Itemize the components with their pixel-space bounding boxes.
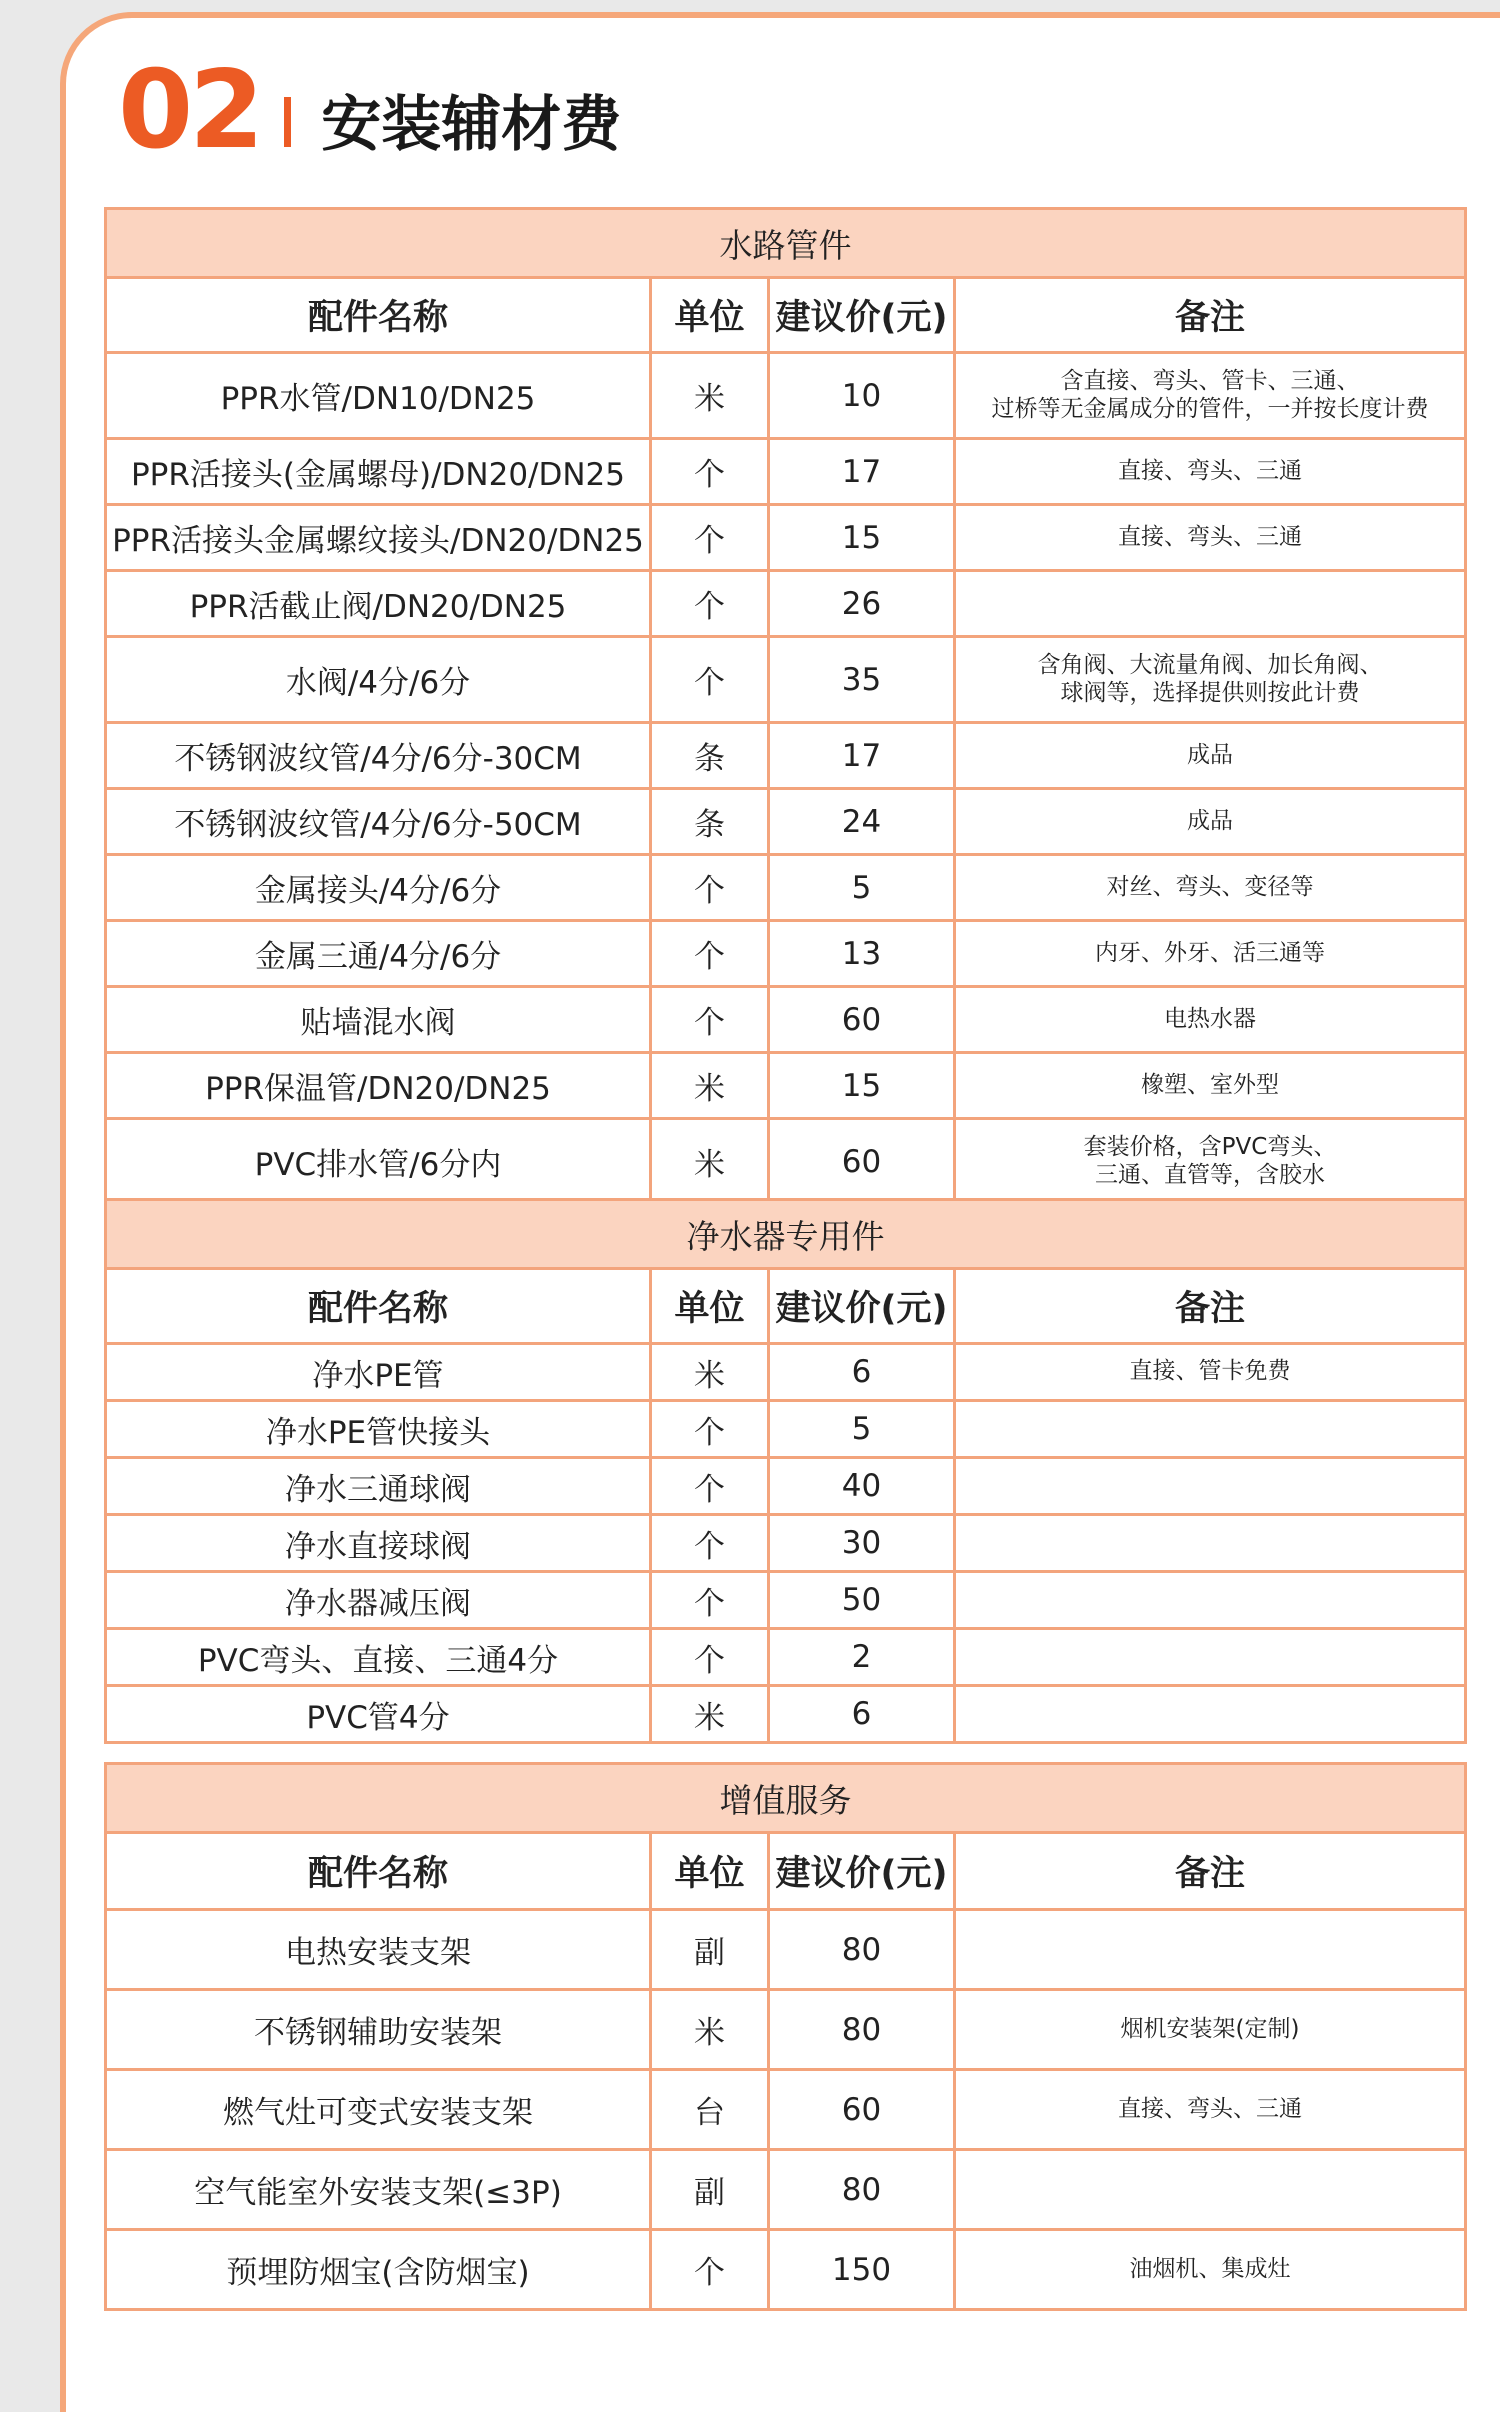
- cell-price: 6: [769, 1344, 955, 1401]
- cell-note: [955, 1910, 1466, 1990]
- table-body: [106, 1910, 1466, 2310]
- cell-price: 17: [769, 439, 955, 505]
- cell-price: 15: [769, 1053, 955, 1119]
- cell-name: 电热安装支架: [106, 1910, 651, 1990]
- cell-price: 60: [769, 2070, 955, 2150]
- cell-note: 直接、管卡免费: [955, 1344, 1466, 1401]
- cell-price: 5: [769, 1401, 955, 1458]
- cell-note: 直接、弯头、三通: [955, 2070, 1466, 2150]
- cell-note: 对丝、弯头、变径等: [955, 855, 1466, 921]
- cell-note: [955, 1401, 1466, 1458]
- table-row: [106, 723, 1466, 789]
- cell-name: 水阀/4分/6分: [106, 637, 651, 723]
- cell-note: [955, 1515, 1466, 1572]
- cell-name: 不锈钢辅助安装架: [106, 1990, 651, 2070]
- cell-price: 24: [769, 789, 955, 855]
- column-header-unit: 单位: [651, 1269, 769, 1344]
- table-row: [106, 505, 1466, 571]
- cell-price: 35: [769, 637, 955, 723]
- column-header-price: 建议价(元): [769, 1269, 955, 1344]
- cell-unit: 副: [651, 2150, 769, 2230]
- section-number: 02: [118, 48, 261, 173]
- cell-note: 成品: [955, 723, 1466, 789]
- cell-name: 不锈钢波纹管/4分/6分-30CM: [106, 723, 651, 789]
- cell-unit: 米: [651, 1344, 769, 1401]
- cell-price: 150: [769, 2230, 955, 2310]
- cell-note: 内牙、外牙、活三通等: [955, 921, 1466, 987]
- cell-unit: 个: [651, 921, 769, 987]
- cell-price: 50: [769, 1572, 955, 1629]
- cell-price: 5: [769, 855, 955, 921]
- cell-unit: 个: [651, 571, 769, 637]
- cell-note: [955, 1458, 1466, 1515]
- cell-name: PVC管4分: [106, 1686, 651, 1743]
- cell-note: [955, 1686, 1466, 1743]
- cell-unit: 个: [651, 1515, 769, 1572]
- cell-unit: 个: [651, 439, 769, 505]
- cell-name: PPR活接头(金属螺母)/DN20/DN25: [106, 439, 651, 505]
- cell-unit: 个: [651, 1458, 769, 1515]
- table-row: [106, 2230, 1466, 2310]
- cell-price: 60: [769, 1119, 955, 1205]
- table-row: [106, 1344, 1466, 1401]
- column-header-note: 备注: [955, 1269, 1466, 1344]
- cell-name: 预埋防烟宝(含防烟宝): [106, 2230, 651, 2310]
- cell-name: 净水直接球阀: [106, 1515, 651, 1572]
- cell-unit: 米: [651, 1990, 769, 2070]
- cell-unit: 个: [651, 637, 769, 723]
- cell-unit: 个: [651, 1572, 769, 1629]
- column-header-price: 建议价(元): [769, 1833, 955, 1910]
- cell-name: 空气能室外安装支架(≤3P): [106, 2150, 651, 2230]
- cell-note: [955, 2150, 1466, 2230]
- cell-name: 净水PE管: [106, 1344, 651, 1401]
- cell-price: 80: [769, 1910, 955, 1990]
- table-water-purifier-parts: [104, 1198, 1467, 1744]
- table-row: [106, 921, 1466, 987]
- cell-unit: 米: [651, 1119, 769, 1205]
- cell-note: 橡塑、室外型: [955, 1053, 1466, 1119]
- cell-name: PPR水管/DN10/DN25: [106, 353, 651, 439]
- section-title: 水路管件: [106, 209, 1466, 278]
- cell-price: 10: [769, 353, 955, 439]
- cell-note: 油烟机、集成灶: [955, 2230, 1466, 2310]
- cell-note: 含角阀、大流量角阀、加长角阀、 球阀等，选择提供则按此计费: [955, 637, 1466, 723]
- table-row: [106, 855, 1466, 921]
- cell-name: PVC弯头、直接、三通4分: [106, 1629, 651, 1686]
- cell-name: 贴墙混水阀: [106, 987, 651, 1053]
- table-row: [106, 1119, 1466, 1205]
- cell-name: 净水三通球阀: [106, 1458, 651, 1515]
- table-row: [106, 439, 1466, 505]
- column-header-unit: 单位: [651, 278, 769, 353]
- cell-unit: 台: [651, 2070, 769, 2150]
- column-header-note: 备注: [955, 278, 1466, 353]
- cell-unit: 个: [651, 1401, 769, 1458]
- cell-note: [955, 1629, 1466, 1686]
- cell-unit: 条: [651, 789, 769, 855]
- cell-note: [955, 1572, 1466, 1629]
- table-row: [106, 1572, 1466, 1629]
- cell-price: 13: [769, 921, 955, 987]
- section-title: 增值服务: [106, 1764, 1466, 1833]
- cell-name: 燃气灶可变式安装支架: [106, 2070, 651, 2150]
- table-body: [106, 353, 1466, 1205]
- cell-price: 6: [769, 1686, 955, 1743]
- table-row: [106, 2070, 1466, 2150]
- cell-name: 金属接头/4分/6分: [106, 855, 651, 921]
- cell-price: 80: [769, 1990, 955, 2070]
- table-body: [106, 1344, 1466, 1743]
- cell-note: 电热水器: [955, 987, 1466, 1053]
- column-header-name: 配件名称: [106, 1269, 651, 1344]
- table-row: [106, 1053, 1466, 1119]
- header-divider: [284, 97, 291, 147]
- column-header-price: 建议价(元): [769, 278, 955, 353]
- cell-name: PVC排水管/6分内: [106, 1119, 651, 1205]
- cell-unit: 个: [651, 855, 769, 921]
- cell-price: 30: [769, 1515, 955, 1572]
- table-row: [106, 987, 1466, 1053]
- cell-unit: 米: [651, 1053, 769, 1119]
- column-header-name: 配件名称: [106, 278, 651, 353]
- table-row: [106, 789, 1466, 855]
- cell-note: 烟机安装架(定制): [955, 1990, 1466, 2070]
- table-row: [106, 571, 1466, 637]
- cell-note: 含直接、弯头、管卡、三通、 过桥等无金属成分的管件，一并按长度计费: [955, 353, 1466, 439]
- cell-unit: 个: [651, 2230, 769, 2310]
- column-header-name: 配件名称: [106, 1833, 651, 1910]
- column-header-unit: 单位: [651, 1833, 769, 1910]
- cell-price: 17: [769, 723, 955, 789]
- section-title: 净水器专用件: [106, 1200, 1466, 1269]
- page-title: 安装辅材费: [321, 90, 622, 160]
- cell-note: 直接、弯头、三通: [955, 439, 1466, 505]
- cell-price: 26: [769, 571, 955, 637]
- cell-name: PPR活接头金属螺纹接头/DN20/DN25: [106, 505, 651, 571]
- table-row: [106, 1910, 1466, 1990]
- cell-note: 直接、弯头、三通: [955, 505, 1466, 571]
- cell-name: PPR保温管/DN20/DN25: [106, 1053, 651, 1119]
- table-row: [106, 1515, 1466, 1572]
- cell-note: [955, 571, 1466, 637]
- cell-price: 80: [769, 2150, 955, 2230]
- table-row: [106, 1458, 1466, 1515]
- cell-unit: 米: [651, 1686, 769, 1743]
- cell-price: 2: [769, 1629, 955, 1686]
- table-row: [106, 1990, 1466, 2070]
- table-water-fittings: [104, 207, 1467, 1206]
- cell-price: 40: [769, 1458, 955, 1515]
- cell-name: 不锈钢波纹管/4分/6分-50CM: [106, 789, 651, 855]
- cell-price: 60: [769, 987, 955, 1053]
- cell-name: 净水器减压阀: [106, 1572, 651, 1629]
- section-header: [118, 48, 622, 173]
- table-value-added-services: [104, 1762, 1467, 2311]
- cell-price: 15: [769, 505, 955, 571]
- table-row: [106, 1401, 1466, 1458]
- table-row: [106, 1686, 1466, 1743]
- cell-unit: 个: [651, 1629, 769, 1686]
- cell-note: 成品: [955, 789, 1466, 855]
- table-row: [106, 2150, 1466, 2230]
- cell-note: 套装价格，含PVC弯头、 三通、直管等，含胶水: [955, 1119, 1466, 1205]
- table-row: [106, 353, 1466, 439]
- column-header-note: 备注: [955, 1833, 1466, 1910]
- cell-unit: 米: [651, 353, 769, 439]
- cell-unit: 个: [651, 987, 769, 1053]
- cell-name: 金属三通/4分/6分: [106, 921, 651, 987]
- cell-unit: 副: [651, 1910, 769, 1990]
- cell-unit: 个: [651, 505, 769, 571]
- cell-name: PPR活截止阀/DN20/DN25: [106, 571, 651, 637]
- cell-unit: 条: [651, 723, 769, 789]
- cell-name: 净水PE管快接头: [106, 1401, 651, 1458]
- table-row: [106, 637, 1466, 723]
- table-row: [106, 1629, 1466, 1686]
